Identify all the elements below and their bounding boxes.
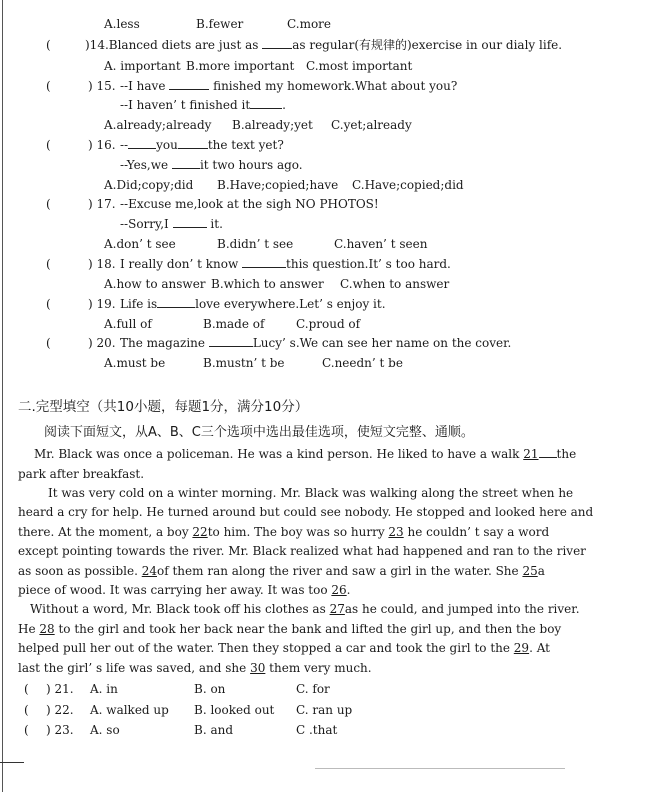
q17-number: ) 17. [88,197,116,211]
q23-answer-paren: ( [24,723,29,737]
q23-option-b: B. and [194,723,234,737]
q18-stem: I really don’ t know this question.It’ s too hard. [120,257,451,271]
passage-line-12: last the girl’ s life was saved, and she 30 them very much. [18,661,372,675]
q14-option-b: B.more important [186,59,295,73]
q15-option-c: C.yet;already [331,118,412,132]
q17-line2: --Sorry,I it. [120,217,223,231]
q17-option-c: C.haven’ t seen [334,237,428,251]
q20-option-b: B.mustn’ t be [203,356,285,370]
section-instruction: 阅读下面短文，从A、B、C三个选项中选出最佳选项，使短文完整、通顺。 [44,425,474,440]
q13-option-b: B.fewer [196,17,244,31]
q18-option-c: C.when to answer [340,277,450,291]
q15-answer-paren: ( [46,79,51,93]
q17-answer-paren: ( [46,197,51,211]
q14-stem: )14.Blanced diets are just as as regular(有规律的)exercise in our dialy life. [85,38,563,52]
passage-line-7: as soon as possible. 24of them ran along the river and saw a girl in the water. She 25a [18,564,545,578]
section-title: 二.完型填空（共10小题，每题1分，满分10分） [18,399,309,415]
q20-stem: The magazine Lucy’ s.We can see her name on the cover. [120,336,512,350]
q15-line1: --I have finished my homework.What about you? [120,79,458,93]
margin-rule [2,0,3,792]
q23-option-c: C .that [296,723,338,737]
q22-number: ) 22. [46,703,74,717]
q21-option-c: C. for [296,682,330,696]
q16-option-b: B.Have;copied;have [217,178,339,192]
q22-option-c: C. ran up [296,703,353,717]
q17-option-a: A.don’ t see [104,237,176,251]
q22-answer-paren: ( [24,703,29,717]
footer-mark [0,762,24,763]
q15-option-a: A.already;already [104,118,212,132]
q18-answer-paren: ( [46,257,51,271]
q19-option-a: A.full of [104,317,152,331]
q19-number: ) 19. [88,297,116,311]
q21-option-b: B. on [194,682,226,696]
q21-option-a: A. in [90,682,118,696]
q16-number: ) 16. [88,138,116,152]
q19-option-b: B.made of [203,317,265,331]
passage-line-9: Without a word, Mr. Black took off his clothes as 27as he could, and jumped into the river. [30,602,580,616]
q23-option-a: A. so [90,723,120,737]
q18-option-b: B.which to answer [211,277,324,291]
q15-line2: --I haven’ t finished it . [120,98,286,112]
q22-option-a: A. walked up [90,703,169,717]
q18-number: ) 18. [88,257,116,271]
q15-number: ) 15. [88,79,116,93]
q16-option-a: A.Did;copy;did [104,178,194,192]
q17-line1: --Excuse me,look at the sigh NO PHOTOS! [120,197,379,211]
q17-option-b: B.didn’ t see [217,237,294,251]
q16-answer-paren: ( [46,138,51,152]
q19-answer-paren: ( [46,297,51,311]
q15-option-b: B.already;yet [232,118,313,132]
q18-option-a: A.how to answer [104,277,206,291]
q20-answer-paren: ( [46,336,51,350]
q21-answer-paren: ( [24,682,29,696]
q14-option-a: A. important [104,59,181,73]
q19-option-c: C.proud of [296,317,361,331]
q16-line1: -- you the text yet? [120,138,284,152]
passage-line-10: He 28 to the girl and took her back near the bank and lifted the girl up, and then the boy [18,622,562,636]
passage-line-2: park after breakfast. [18,467,145,481]
q16-line2: --Yes,we it two hours ago. [120,158,303,172]
passage-line-4: heard a cry for help. He turned around but could see nobody. He stopped and looked here and [18,505,594,519]
q13-option-a: A.less [104,17,140,31]
q14-answer-paren: ( [46,38,51,52]
passage-line-5: there. At the moment, a boy 22to him. The boy was so hurry 23 he couldn’ t say a word [18,525,550,539]
q22-option-b: B. looked out [194,703,275,717]
passage-line-3: It was very cold on a winter morning. Mr. Black was walking along the street when he [48,486,574,500]
q21-number: ) 21. [46,682,74,696]
passage-line-11: helped pull her out of the water. Then they stopped a car and took the girl to the 29. At [18,641,550,655]
q20-option-a: A.must be [104,356,166,370]
footer-rule [315,768,565,769]
passage-line-6: except pointing towards the river. Mr. Black realized what had happened and ran to the river [18,544,586,558]
q19-stem: Life is love everywhere.Let’ s enjoy it. [120,297,386,311]
q20-number: ) 20. [88,336,116,350]
q20-option-c: C.needn’ t be [322,356,403,370]
q13-option-c: C.more [287,17,332,31]
q23-number: ) 23. [46,723,74,737]
q14-option-c: C.most important [306,59,413,73]
q16-option-c: C.Have;copied;did [352,178,464,192]
passage-line-8: piece of wood. It was carrying her away. It was too 26. [18,583,351,597]
passage-line-1: Mr. Black was once a policeman. He was a kind person. He liked to have a walk 21 the [34,447,577,461]
